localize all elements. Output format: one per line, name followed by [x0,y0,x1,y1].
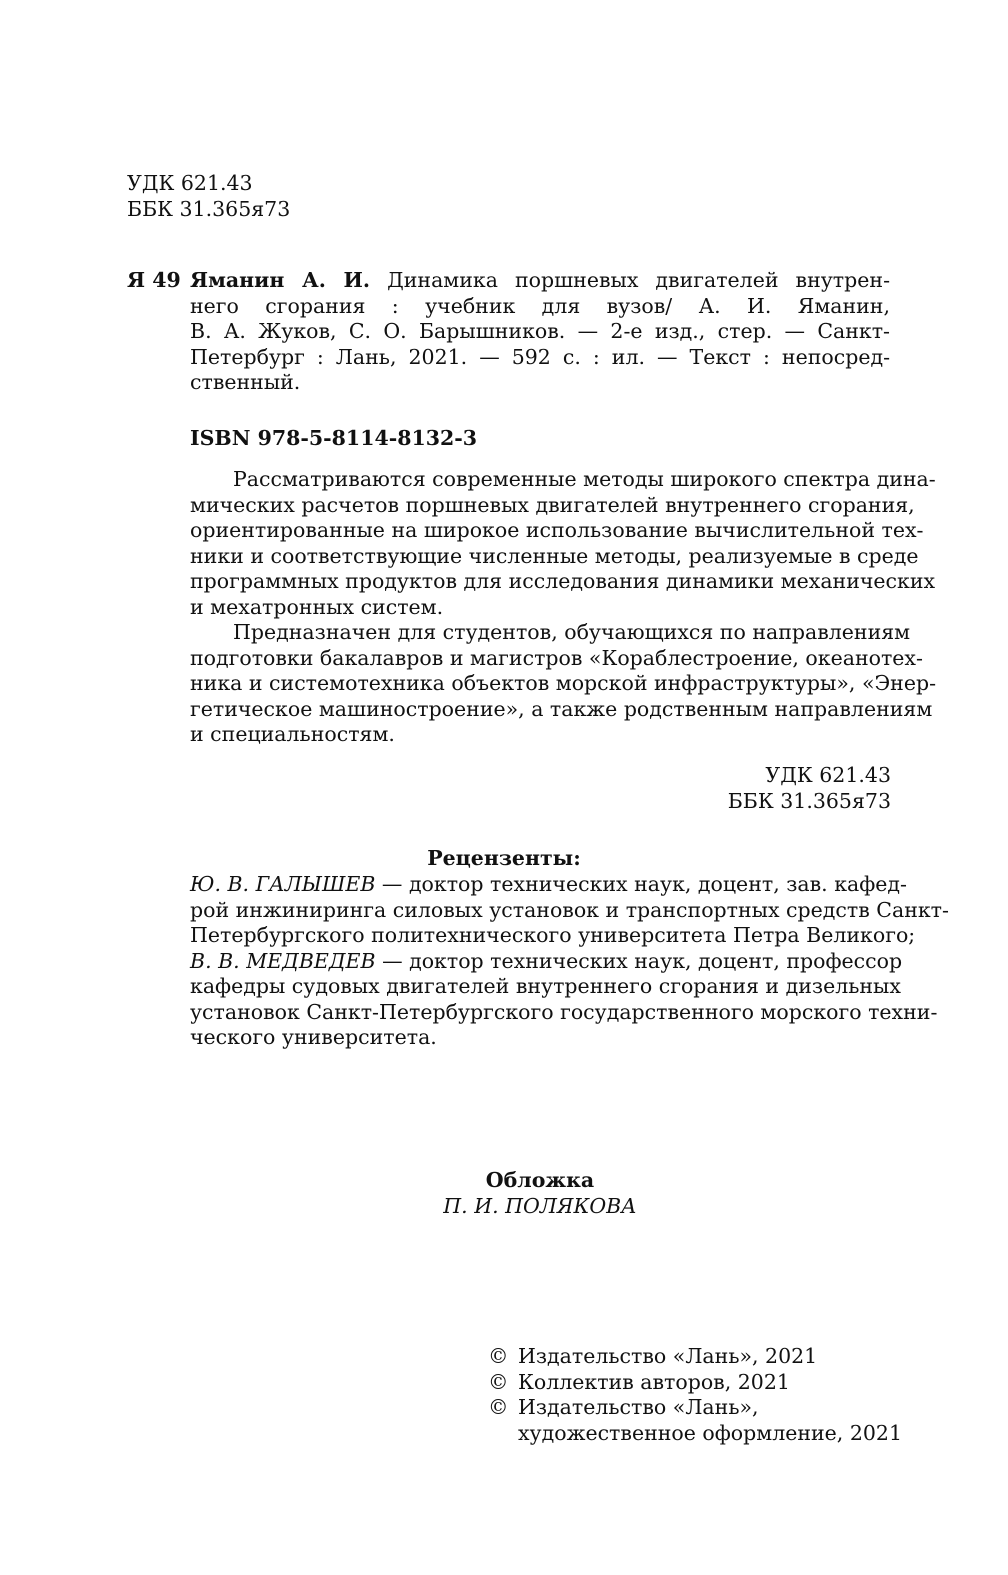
bibliographic-entry [190,268,890,396]
annotation-line: и специальностям. [190,722,395,746]
copyright-line: художественное оформление, 2021 [518,1420,903,1445]
reviewer-name: В. В. МЕДВЕДЕВ [190,948,376,973]
bbk-code: ББК 31.365я73 [127,196,291,221]
entry-line-2: него сгорания : учебник для вузов/ А. И. Яманин, [190,293,890,318]
reviewers-list [190,872,949,1051]
annotation-line: и мехатронных систем. [190,594,444,619]
entry-line-1: Яманин А. И. Динамика поршневых двигателей внутрен- [190,268,890,292]
annotation [190,467,937,748]
classification-codes-top [127,171,290,222]
annotation-line: мических расчетов поршневых двигателей внутреннего сгорания, [190,492,915,517]
classification-codes-bottom [728,763,891,814]
reviewer-line: Петербургского политехнического университета Петра Великого; [190,923,916,947]
reviewer-line: ческого университета. [190,1025,437,1049]
reviewer-name: Ю. В. ГАЛЫШЕВ [190,872,376,896]
annotation-line: программных продуктов для исследования динамики механических [190,569,936,593]
isbn: ISBN 978-5-8114-8132-3 [190,426,478,450]
annotation-line: ники и соответствующие численные методы, реализуемые в среде [190,543,919,568]
udk-code: УДК 621.43 [765,763,891,787]
entry-line-3: В. А. Жуков, С. О. Барышников. — 2-е изд., стер. — Санкт- [190,319,890,343]
reviewer-line: установок Санкт-Петербургского государственного морского техни- [190,999,938,1024]
reviewer-line: кафедры судовых двигателей внутреннего сгорания и дизельных [190,974,901,998]
annotation-line: Рассматриваются современные методы широкого спектра дина- [233,467,936,491]
copyright-icon: © [488,1344,509,1368]
copyright-icon: © [488,1369,509,1394]
copyright-icon: © [488,1395,509,1419]
reviewer-line: В. В. МЕДВЕДЕВ — доктор технических наук, доцент, профессор [190,948,903,973]
reviewers-title: Рецензенты: [427,846,581,870]
reviewer-line: Ю. В. ГАЛЫШЕВ — доктор технических наук, доцент, зав. кафед- [190,872,907,896]
copyright-line: © Издательство «Лань», 2021 [488,1344,818,1368]
cover-title: Обложка [485,1168,595,1192]
annotation-line: Предназначен для студентов, обучающихся по направлениям [233,620,911,644]
cover-designer: П. И. ПОЛЯКОВА [443,1194,637,1218]
entry-line-4: Петербург : Лань, 2021. — 592 с. : ил. — Текст : непосред- [190,344,890,369]
entry-line-5: ственный. [190,370,301,394]
author-name: Яманин А. И. [190,268,371,292]
copyright-line: © Коллектив авторов, 2021 [488,1369,790,1394]
udk-code: УДК 621.43 [127,171,253,195]
annotation-line: ника и системотехника объектов морской инфраструктуры», «Энер- [190,671,937,695]
annotation-line: гетическое машиностроение», а также родственным направлениям [190,696,933,721]
annotation-line: подготовки бакалавров и магистров «Кораблестроение, океанотех- [190,645,923,670]
bbk-code: ББК 31.365я73 [727,788,891,813]
annotation-line: ориентированные на широкое использование вычислительной тех- [190,518,924,542]
copyright-line: © Издательство «Лань», [488,1395,759,1419]
copyright-block [488,1344,902,1446]
reviewer-line: рой инжиниринга силовых установок и транспортных средств Санкт- [190,897,949,922]
author-mark: Я 49 [127,268,181,292]
